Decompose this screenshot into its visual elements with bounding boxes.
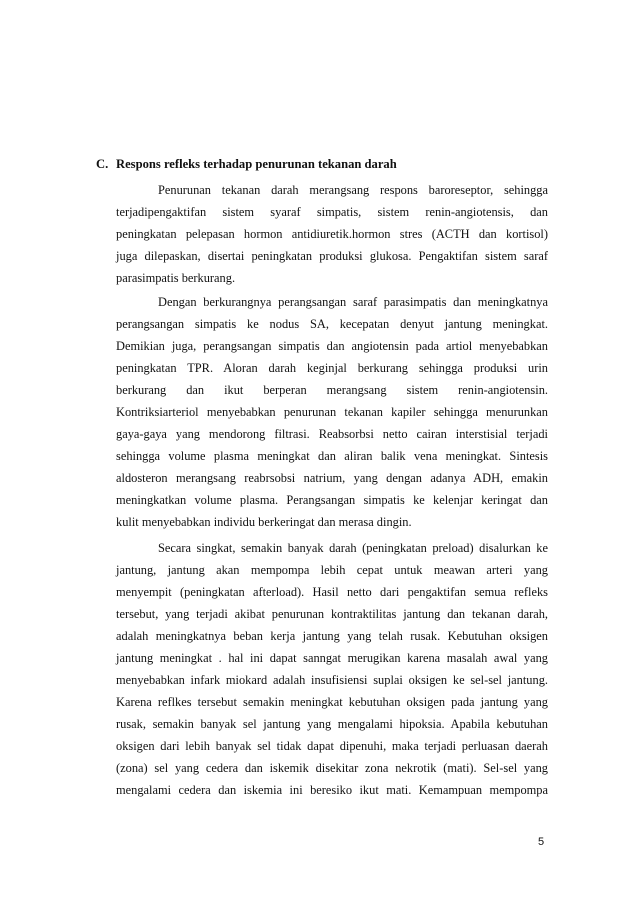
paragraph-line: Penurunan tekanan darah merangsang respons baroreseptor, sehingga bbox=[158, 183, 548, 197]
paragraph-line: tersebut, yang terjadi akibat penurunan kontraktilitas jantung dan tekanan darah, bbox=[116, 607, 548, 621]
paragraph-line: meningkatkan volume plasma. Perangsangan simpatis ke kelenjar keringat dan bbox=[116, 493, 548, 507]
paragraph-line: Dengan berkurangnya perangsangan saraf parasimpatis dan meningkatnya bbox=[158, 295, 548, 309]
paragraph-line: adalah meningkatnya beban kerja jantung yang telah rusak. Kebutuhan oksigen bbox=[116, 629, 548, 643]
paragraph-line: terjadipengaktifan sistem syaraf simpatis, sistem renin-angiotensis, dan bbox=[116, 205, 548, 219]
paragraph-line: sehingga volume plasma meningkat dan aliran balik vena meningkat. Sintesis bbox=[116, 449, 548, 463]
paragraph-line: Karena reflkes tersebut semakin meningkat kebutuhan oksigen pada jantung yang bbox=[116, 695, 548, 709]
page-number: 5 bbox=[538, 836, 545, 848]
paragraph-line: juga dilepaskan, disertai peningkatan produksi glukosa. Pengaktifan sistem saraf bbox=[116, 249, 548, 263]
paragraph-line: rusak, semakin banyak sel jantung yang mengalami hipoksia. Apabila kebutuhan bbox=[116, 717, 548, 731]
paragraph-line: jantung meningkat . hal ini dapat sanngat merugikan karena masalah awal yang bbox=[116, 651, 548, 665]
paragraph-line: oksigen dari lebih banyak sel tidak dapat dipenuhi, maka terjadi perluasan daerah bbox=[116, 739, 548, 753]
paragraph-line: perangsangan simpatis ke nodus SA, kecepatan denyut jantung meningkat. bbox=[116, 317, 548, 331]
paragraph-line: parasimpatis berkurang. bbox=[116, 271, 236, 285]
paragraph-line: Demikian juga, perangsangan simpatis dan angiotensin pada artiol menyebabkan bbox=[116, 339, 548, 353]
paragraph-line: peningkatan pelepasan hormon antidiuretik.hormon stres (ACTH dan kortisol) bbox=[116, 227, 548, 241]
paragraph-line: jantung, jantung akan mempompa lebih cepat untuk meawan arteri yang bbox=[116, 563, 548, 577]
paragraph-line: Secara singkat, semakin banyak darah (peningkatan preload) disalurkan ke bbox=[158, 541, 548, 555]
paragraph-line: menyebabkan infark miokard adalah insufisiensi suplai oksigen ke sel-sel jantung. bbox=[116, 673, 548, 687]
paragraph-line: mengalami cedera dan iskemia ini beresiko ikut mati. Kemampuan mempompa bbox=[116, 783, 548, 797]
paragraph-line: Kontriksiarteriol menyebabkan penurunan tekanan kapiler sehingga menurunkan bbox=[116, 405, 548, 419]
paragraph-line: (zona) sel yang cedera dan iskemik disekitar zona nekrotik (mati). Sel-sel yang bbox=[116, 761, 548, 775]
section-heading bbox=[96, 156, 397, 172]
paragraph-line: berkurang dan ikut berperan merangsang sistem renin-angiotensin. bbox=[116, 383, 548, 397]
section-title: Respons refleks terhadap penurunan tekanan darah bbox=[116, 157, 397, 171]
paragraph-line: gaya-gaya yang mendorong filtrasi. Reabsorbsi netto cairan interstisial terjadi bbox=[116, 427, 548, 441]
paragraph-line: menyempit (peningkatan afterload). Hasil netto dari pengaktifan semua refleks bbox=[116, 585, 548, 599]
paragraph-line: kulit menyebabkan individu berkeringat dan merasa dingin. bbox=[116, 515, 412, 529]
paragraph-line: aldosteron merangsang reabrsobsi natrium, yang dengan adanya ADH, emakin bbox=[116, 471, 548, 485]
section-letter: C. bbox=[96, 157, 109, 171]
paragraph-line: peningkatan TPR. Aloran darah keginjal berkurang sehingga produksi urin bbox=[116, 361, 548, 375]
